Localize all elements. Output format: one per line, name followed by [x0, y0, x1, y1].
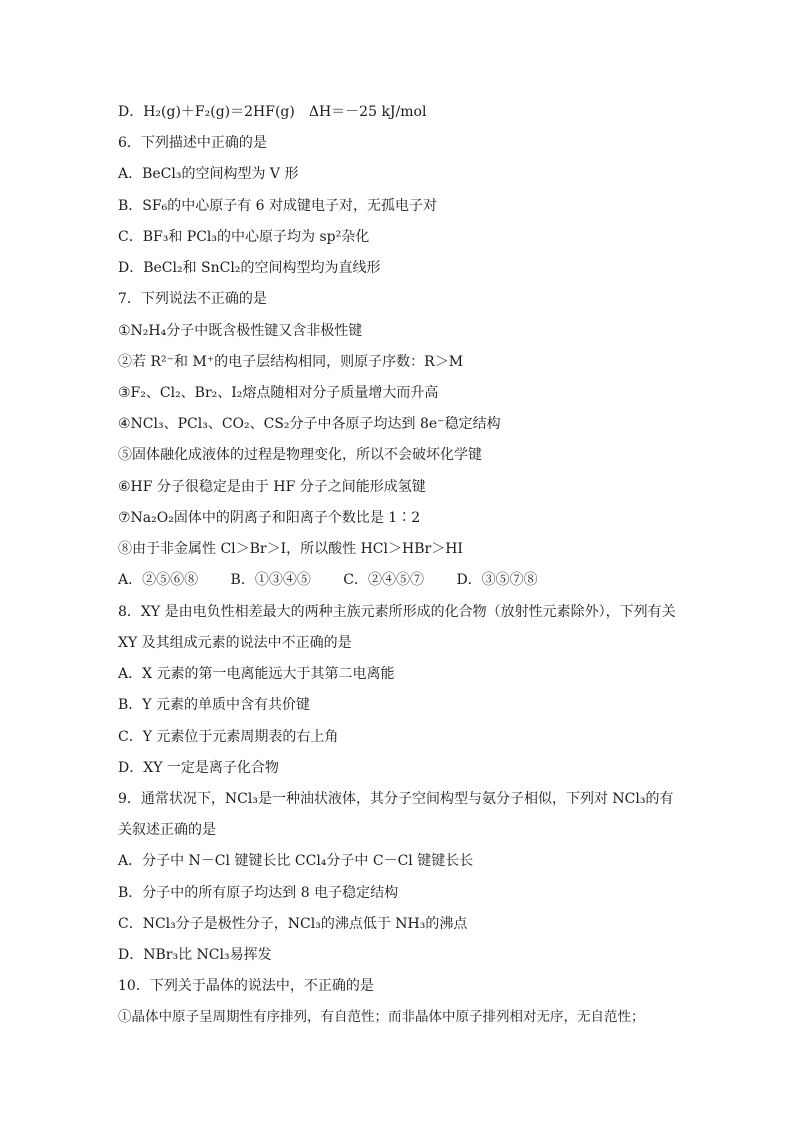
- option-9d: D．NBr₃比 NCl₃易挥发: [118, 947, 272, 963]
- question-9-stem-cont: 关叙述正确的是: [118, 822, 216, 838]
- statement-3: ③F₂、Cl₂、Br₂、I₂熔点随相对分子质量增大而升高: [118, 385, 439, 401]
- options-7: A．②⑤⑥⑧ B．①③④⑤ C．②④⑤⑦ D．③⑤⑦⑧: [118, 572, 538, 588]
- question-9-stem: 9．通常状况下，NCl₃是一种油状液体，其分子空间构型与氨分子相似，下列对 NCl₃的有: [118, 791, 674, 807]
- statement-7: ⑦Na₂O₂固体中的阴离子和阳离子个数比是 1∶2: [118, 510, 421, 526]
- option-6b: B．SF₆的中心原子有 6 对成键电子对，无孤电子对: [118, 198, 438, 214]
- option-5d: D．H₂(g)＋F₂(g)＝2HF(g) ΔH＝－25 kJ/mol: [118, 104, 427, 120]
- option-6c: C．BF₃和 PCl₃的中心原子均为 sp²杂化: [118, 229, 370, 245]
- option-8c: C．Y 元素位于元素周期表的右上角: [118, 729, 339, 745]
- option-8a: A．X 元素的第一电离能远大于其第二电离能: [118, 666, 395, 682]
- option-9c: C．NCl₃分子是极性分子，NCl₃的沸点低于 NH₃的沸点: [118, 916, 468, 932]
- statement-4: ④NCl₃、PCl₃、CO₂、CS₂分子中各原子均达到 8e⁻稳定结构: [118, 416, 501, 432]
- question-7-stem: 7．下列说法不正确的是: [118, 291, 267, 307]
- option-8d: D．XY 一定是离子化合物: [118, 760, 279, 776]
- statement-10-1: ①晶体中原子呈周期性有序排列，有自范性；而非晶体中原子排列相对无序，无自范性；: [118, 1009, 645, 1025]
- question-10-stem: 10．下列关于晶体的说法中，不正确的是: [118, 978, 374, 994]
- question-8-stem: 8．XY 是由电负性相差最大的两种主族元素所形成的化合物（放射性元素除外），下列有关: [118, 604, 676, 620]
- question-8-stem-cont: XY 及其组成元素的说法中不正确的是: [118, 635, 352, 651]
- statement-8: ⑧由于非金属性 Cl＞Br＞I，所以酸性 HCl＞HBr＞HI: [118, 541, 463, 557]
- option-8b: B．Y 元素的单质中含有共价键: [118, 697, 310, 713]
- option-6d: D．BeCl₂和 SnCl₂的空间构型均为直线形: [118, 260, 381, 276]
- option-9b: B．分子中的所有原子均达到 8 电子稳定结构: [118, 885, 399, 901]
- option-6a: A．BeCl₃的空间构型为 V 形: [118, 166, 299, 182]
- statement-2: ②若 R²⁻和 M⁺的电子层结构相同，则原子序数：R＞M: [118, 354, 464, 370]
- statement-6: ⑥HF 分子很稳定是由于 HF 分子之间能形成氢键: [118, 479, 426, 495]
- question-6-stem: 6．下列描述中正确的是: [118, 135, 267, 151]
- statement-5: ⑤固体融化成液体的过程是物理变化，所以不会破坏化学键: [118, 447, 482, 463]
- option-9a: A．分子中 N－Cl 键键长比 CCl₄分子中 C－Cl 键键长长: [118, 853, 474, 869]
- statement-1: ①N₂H₄分子中既含极性键又含非极性键: [118, 323, 363, 339]
